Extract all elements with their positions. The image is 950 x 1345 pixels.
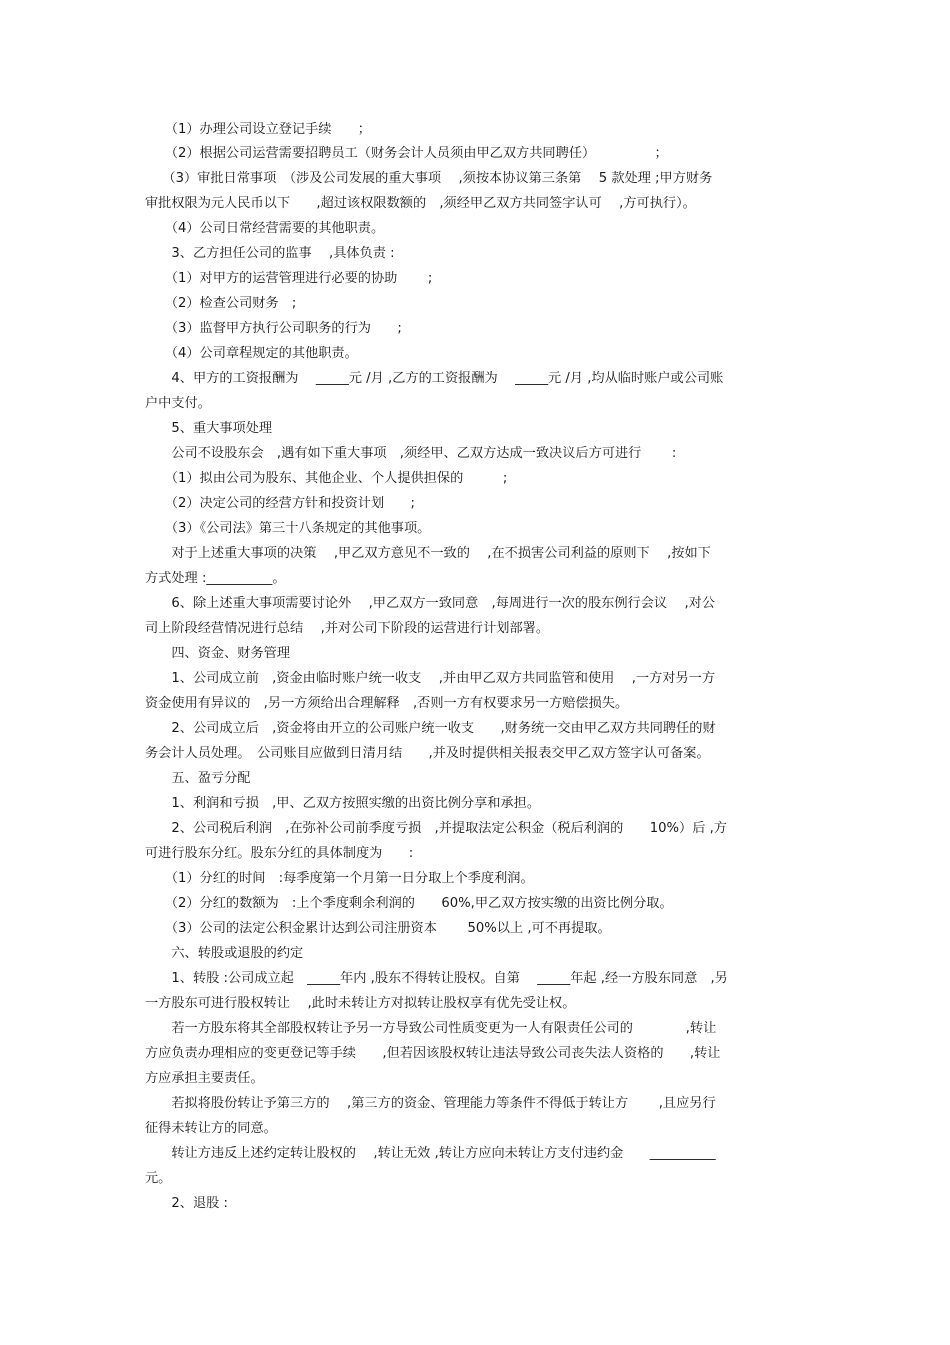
text-line: 一方股东可进行股权转让 ,此时未转让方对拟转让股权享有优先受让权。 (145, 996, 576, 1011)
text-line: 1、转股 :公司成立起 _____年内 ,股东不得转让股权。自第 _____年起 ,经一方股东同意 ,另 (145, 971, 728, 986)
text-line: （2）检查公司财务 ; (145, 296, 297, 311)
text-line: 务会计人员处理。 公司账目应做到日清月结 ,并及时提供相关报表交甲乙双方签字认可备案。 (145, 746, 710, 761)
text-line: （4）公司章程规定的其他职责。 (145, 346, 358, 361)
text-line: 资金使用有异议的 ,另一方须给出合理解释 ,否则一方有权要求另一方赔偿损失。 (145, 696, 629, 711)
text-line: 方应承担主要责任。 (145, 1071, 264, 1086)
text-line: 6、除上述重大事项需要讨论外 ,甲乙双方一致同意 ,每周进行一次的股东例行会议 ,对公 (145, 596, 716, 611)
text-line: （3）公司的法定公积金累计达到公司注册资本 50%以上 ,可不再提取。 (145, 921, 611, 936)
text-line: （1）分红的时间 :每季度第一个月第一日分取上个季度利润。 (145, 871, 534, 886)
text-line: 征得未转让方的同意。 (145, 1121, 277, 1136)
text-line: 若一方股东将其全部股权转让予另一方导致公司性质变更为一人有限责任公司的 ,转让 (145, 1021, 717, 1036)
section-heading: 六、转股或退股的约定 (145, 946, 304, 961)
text-line: 可进行股东分红。股东分红的具体制度为 : (145, 846, 414, 861)
text-line: 4、甲方的工资报酬为 _____元 /月 ,乙方的工资报酬为 _____元 /月 ,均从临时账户或公司账 (145, 371, 724, 386)
text-line: （3）监督甲方执行公司职务的行为 ; (145, 321, 402, 336)
text-line: 2、公司成立后 ,资金将由开立的公司账户统一收支 ,财务统一交由甲乙双方共同聘任的财 (145, 721, 716, 736)
text-line: （1）办理公司设立登记手续 ； (145, 122, 371, 137)
text-line: 司上阶段经营情况进行总结 ,并对公司下阶段的运营进行计划部署。 (145, 621, 550, 636)
text-line: 2、退股 : (145, 1196, 228, 1211)
text-line: 方应负责办理相应的变更登记等手续 ,但若因该股权转让违法导致公司丧失法人资格的 ,转让 (145, 1046, 721, 1061)
text-line: 对于上述重大事项的决策 ,甲乙双方意见不一致的 ,在不损害公司利益的原则下 ,按如下 (145, 546, 711, 561)
text-line: （1）对甲方的运营管理进行必要的协助 ; (145, 271, 433, 286)
section-heading: 四、资金、财务管理 (145, 646, 291, 661)
text-line: 公司不设股东会 ,遇有如下重大事项 ,须经甲、乙双方达成一致决议后方可进行 : (145, 446, 677, 461)
section-heading: 5、重大事项处理 (145, 421, 273, 436)
text-line: 1、利润和亏损 ,甲、乙双方按照实缴的出资比例分享和承担。 (145, 796, 541, 811)
text-line: 3、乙方担任公司的监事 ,具体负责 : (145, 246, 395, 261)
text-line: 户中支付。 (145, 396, 211, 411)
text-line: （3）审批日常事项 （涉及公司发展的重大事项 ,须按本协议第三条第 5 款处理 ;甲方财务 (145, 171, 713, 186)
text-line: （1）拟由公司为股东、其他企业、个人提供担保的 ; (145, 471, 508, 486)
text-line: 2、公司税后利润 ,在弥补公司前季度亏损 ,并提取法定公积金（税后利润的 10%）后 ,方 (145, 821, 727, 836)
section-heading: 五、盈亏分配 (145, 771, 251, 786)
text-line: 转让方违反上述约定转让股权的 ,转让无效 ,转让方应向未转让方支付违约金 __________ (145, 1146, 716, 1161)
text-line: （2）根据公司运营需要招聘员工（财务会计人员须由甲乙双方共同聘任） ； (145, 146, 668, 161)
text-line: 审批权限为元人民币以下 ,超过该权限数额的 ,须经甲乙双方共同签字认可 ,方可执行）。 (145, 196, 696, 211)
text-line: （2）分红的数额为 :上个季度剩余利润的 60%,甲乙双方按实缴的出资比例分取。 (145, 896, 673, 911)
text-line: 元。 (145, 1171, 172, 1186)
text-line: （3）《公司法》第三十八条规定的其他事项。 (145, 521, 431, 536)
text-line: 1、公司成立前 ,资金由临时账户统一收支 ,并由甲乙双方共同监管和使用 ,一方对另一方 (145, 671, 716, 686)
text-line: （4）公司日常经营需要的其他职责。 (145, 221, 385, 236)
text-line: 方式处理 :__________。 (145, 571, 286, 586)
text-line: （2）决定公司的经营方针和投资计划 ; (145, 496, 415, 511)
text-line: 若拟将股份转让予第三方的 ,第三方的资金、管理能力等条件不得低于转让方 ,且应另行 (145, 1096, 716, 1111)
